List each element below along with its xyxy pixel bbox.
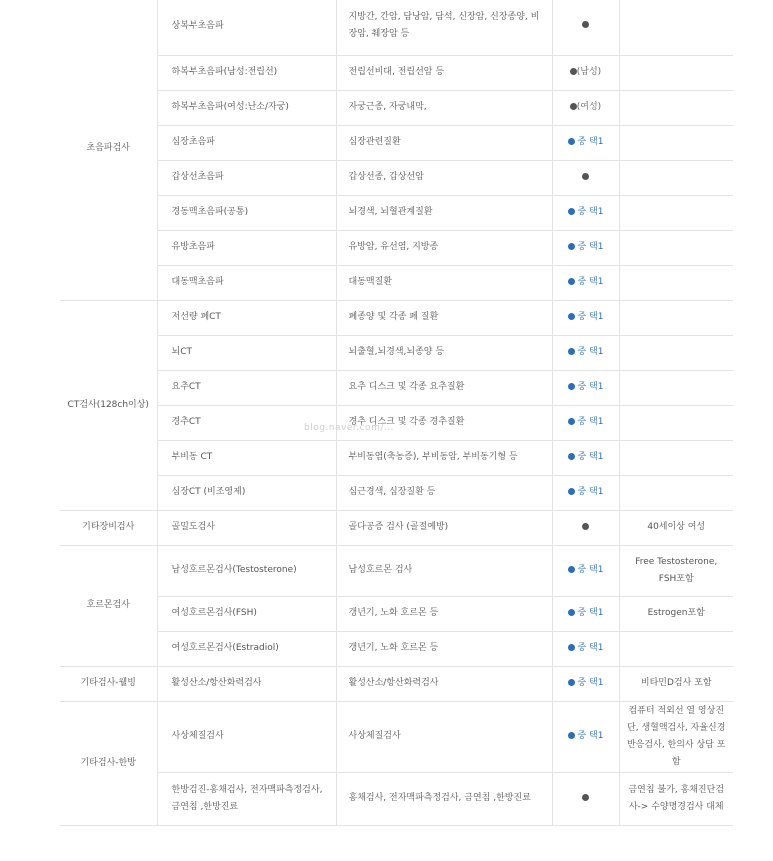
- test-note: [619, 405, 733, 440]
- filled-dot-icon: [570, 68, 577, 75]
- choice-label: 중 택1: [577, 137, 604, 147]
- test-target: 갱년기, 노화 호르몬 등: [336, 631, 552, 666]
- test-target: 뇌경색, 뇌혈관계질환: [336, 195, 552, 230]
- table-row: [60, 510, 733, 545]
- blue-dot-icon: [568, 453, 575, 460]
- choice-label: 중 택1: [577, 417, 604, 427]
- test-note: [619, 265, 733, 300]
- choice-label: 중 택1: [577, 347, 604, 357]
- health-checkup-table: [60, 0, 733, 826]
- table-row: [60, 0, 733, 55]
- test-name: 여성호르몬검사(Estradiol): [157, 631, 336, 666]
- filled-dot-icon: [582, 523, 589, 530]
- choice-label: 중 택1: [577, 678, 604, 688]
- category-ct: CT검사(128ch이상): [60, 300, 157, 510]
- blue-dot-icon: [568, 138, 575, 145]
- blue-dot-icon: [568, 566, 575, 573]
- choice-label: 중 택1: [577, 452, 604, 462]
- inclusion-mark: [552, 475, 619, 510]
- choice-label: 중 택1: [577, 731, 604, 741]
- test-target: 요추 디스크 및 각종 요추질환: [336, 370, 552, 405]
- filled-dot-icon: [582, 21, 589, 28]
- blue-dot-icon: [568, 208, 575, 215]
- test-target: 유방암, 유선염, 지방종: [336, 230, 552, 265]
- category-ultrasound: 초음파검사: [60, 0, 157, 300]
- test-name: 대동맥초음파: [157, 265, 336, 300]
- table-row: [60, 160, 733, 195]
- inclusion-mark: [552, 90, 619, 125]
- blue-dot-icon: [568, 278, 575, 285]
- test-target: 활성산소/항산화력검사: [336, 666, 552, 701]
- blue-dot-icon: [568, 679, 575, 686]
- test-name: 상복부초음파: [157, 0, 336, 55]
- test-note: [619, 370, 733, 405]
- test-name: 사상체질검사: [157, 701, 336, 772]
- inclusion-mark: [552, 701, 619, 772]
- blue-dot-icon: [568, 243, 575, 250]
- test-target: 자궁근종, 자궁내막,: [336, 90, 552, 125]
- choice-label: 중 택1: [577, 487, 604, 497]
- table-row: [60, 596, 733, 631]
- blue-dot-icon: [568, 732, 575, 739]
- test-target: 사상체질검사: [336, 701, 552, 772]
- test-target: 지방간, 간암, 담낭암, 담석, 신장암, 신장종양, 비장암, 췌장암 등: [336, 0, 552, 55]
- category-hormone: 호르몬검사: [60, 545, 157, 666]
- test-name: 경동맥초음파(공통): [157, 195, 336, 230]
- table-row: [60, 631, 733, 666]
- blue-dot-icon: [568, 348, 575, 355]
- inclusion-mark: [552, 230, 619, 265]
- test-name: 여성호르몬검사(FSH): [157, 596, 336, 631]
- choice-label: 중 택1: [577, 207, 604, 217]
- table-row: [60, 55, 733, 90]
- test-note: [619, 125, 733, 160]
- inclusion-mark: [552, 405, 619, 440]
- inclusion-mark: [552, 545, 619, 596]
- test-target: 부비동염(축농증), 부비동암, 부비동기형 등: [336, 440, 552, 475]
- table-row: [60, 701, 733, 772]
- table-row: [60, 475, 733, 510]
- test-target: 남성호르몬 검사: [336, 545, 552, 596]
- filled-dot-icon: [570, 103, 577, 110]
- test-note: [619, 195, 733, 230]
- test-note: [619, 90, 733, 125]
- category-wellbeing: 기타검사-웰빙: [60, 666, 157, 701]
- inclusion-mark: [552, 596, 619, 631]
- blue-dot-icon: [568, 313, 575, 320]
- filled-dot-icon: [582, 794, 589, 801]
- test-name: 갑상선초음파: [157, 160, 336, 195]
- choice-label: 중 택1: [577, 565, 604, 575]
- test-name: 심장초음파: [157, 125, 336, 160]
- test-target: 갱년기, 노화 호르몬 등: [336, 596, 552, 631]
- test-name: 유방초음파: [157, 230, 336, 265]
- table-row: [60, 335, 733, 370]
- choice-label: 중 택1: [577, 643, 604, 653]
- test-target: 갑상선종, 갑상선암: [336, 160, 552, 195]
- table-row: [60, 90, 733, 125]
- inclusion-mark: [552, 160, 619, 195]
- test-target: 심근경색, 심장질환 등: [336, 475, 552, 510]
- test-target: 뇌출혈,뇌경색,뇌종양 등: [336, 335, 552, 370]
- test-note: [619, 335, 733, 370]
- table-row: [60, 300, 733, 335]
- test-target: 경추 디스크 및 각종 경추질환: [336, 405, 552, 440]
- test-target: 심장관련질환: [336, 125, 552, 160]
- blue-dot-icon: [568, 488, 575, 495]
- test-target: 대동맥질환: [336, 265, 552, 300]
- blue-dot-icon: [568, 609, 575, 616]
- blue-dot-icon: [568, 418, 575, 425]
- test-note: [619, 631, 733, 666]
- test-name: 골밀도검사: [157, 510, 336, 545]
- test-name: 하복부초음파(남성:전립선): [157, 55, 336, 90]
- test-name: 경추CT: [157, 405, 336, 440]
- watermark-text: blog.naver.com/...: [304, 423, 394, 433]
- table-row: [60, 666, 733, 701]
- test-name: 하복부초음파(여성:난소/자궁): [157, 90, 336, 125]
- table-row: [60, 230, 733, 265]
- inclusion-mark: [552, 370, 619, 405]
- test-note: [619, 300, 733, 335]
- test-name: 활성산소/항산화력검사: [157, 666, 336, 701]
- table-row: [60, 440, 733, 475]
- test-target: 전립선비대, 전립선암 등: [336, 55, 552, 90]
- inclusion-mark: [552, 300, 619, 335]
- test-name: 요추CT: [157, 370, 336, 405]
- test-note: 컴퓨터 적외선 열 영상진단, 생혈액검사, 자율신경반응검사, 한의사 상담 포함: [619, 701, 733, 772]
- inclusion-mark: [552, 0, 619, 55]
- test-note: [619, 0, 733, 55]
- category-oriental: 기타검사-한방: [60, 701, 157, 825]
- table-row: [60, 195, 733, 230]
- choice-label: 중 택1: [577, 277, 604, 287]
- blue-dot-icon: [568, 644, 575, 651]
- mark-qualifier: (남성): [576, 67, 602, 77]
- table-row: [60, 405, 733, 440]
- test-name: 저선량 폐CT: [157, 300, 336, 335]
- test-note: 40세이상 여성: [619, 510, 733, 545]
- test-note: Free Testosterone, FSH포함: [619, 545, 733, 596]
- test-name: 남성호르몬검사(Testosterone): [157, 545, 336, 596]
- inclusion-mark: [552, 666, 619, 701]
- test-note: [619, 160, 733, 195]
- inclusion-mark: [552, 631, 619, 666]
- test-note: [619, 55, 733, 90]
- choice-label: 중 택1: [577, 312, 604, 322]
- inclusion-mark: [552, 195, 619, 230]
- choice-label: 중 택1: [577, 608, 604, 618]
- inclusion-mark: [552, 125, 619, 160]
- table-row: [60, 370, 733, 405]
- test-target: 골다공증 검사 (골절예방): [336, 510, 552, 545]
- inclusion-mark: [552, 510, 619, 545]
- inclusion-mark: [552, 335, 619, 370]
- inclusion-mark: [552, 440, 619, 475]
- test-note: Estrogen포함: [619, 596, 733, 631]
- filled-dot-icon: [582, 173, 589, 180]
- inclusion-mark: [552, 772, 619, 825]
- test-name: 심장CT (비조영제): [157, 475, 336, 510]
- blue-dot-icon: [568, 383, 575, 390]
- test-note: [619, 440, 733, 475]
- table-row: [60, 265, 733, 300]
- test-note: 금연침 불가, 홍채진단검사-> 수양명경검사 대체: [619, 772, 733, 825]
- test-note: [619, 475, 733, 510]
- mark-qualifier: (여성): [576, 102, 602, 112]
- test-note: [619, 230, 733, 265]
- table-row: [60, 125, 733, 160]
- table-row: [60, 545, 733, 596]
- inclusion-mark: [552, 265, 619, 300]
- test-target: 홍채검사, 전자맥파측정검사, 금연침 ,한방진료: [336, 772, 552, 825]
- test-note: 비타민D검사 포함: [619, 666, 733, 701]
- test-name: 한방검진-홍채검사, 전자맥파측정검사, 금연침 ,한방진료: [157, 772, 336, 825]
- choice-label: 중 택1: [577, 382, 604, 392]
- test-name: 뇌CT: [157, 335, 336, 370]
- table-row: [60, 772, 733, 825]
- test-name: 부비동 CT: [157, 440, 336, 475]
- category-equipment: 기타장비검사: [60, 510, 157, 545]
- choice-label: 중 택1: [577, 242, 604, 252]
- test-target: 폐종양 및 각종 폐 질환: [336, 300, 552, 335]
- inclusion-mark: [552, 55, 619, 90]
